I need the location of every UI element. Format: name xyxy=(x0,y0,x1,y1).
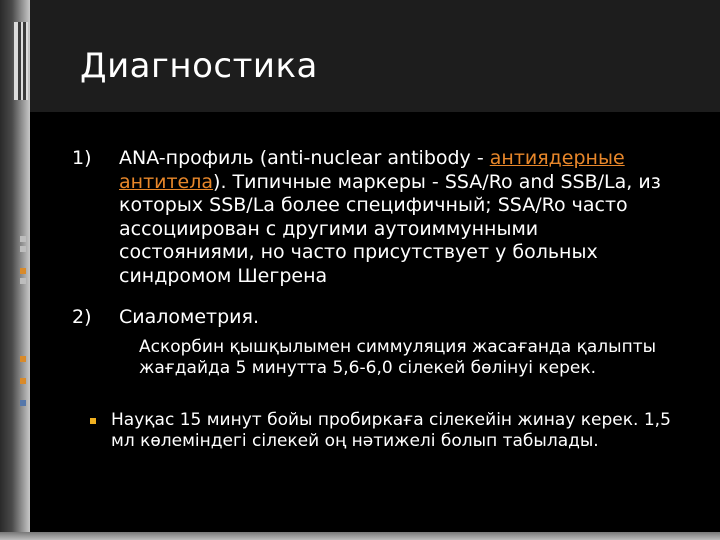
slide-title: Диагностика xyxy=(80,46,318,86)
bullet-square-icon xyxy=(90,418,96,424)
item-number: 1) xyxy=(72,147,92,169)
subitem-text: Аскорбин қышқылымен симмуляция жасағанда қалыпты жағдайда 5 минутта 5,6-6,0 сілекей бөлінуі керек. xyxy=(139,337,657,378)
bullet-text: Науқас 15 минут бойы пробиркаға сілекейін жинау керек. 1,5 мл көлеміндегі сілекей оң нәтижелі болып табылады. xyxy=(111,410,671,451)
list-item xyxy=(119,147,679,288)
item-number: 2) xyxy=(72,306,92,328)
item-text: ). Типичные маркеры - SSA/Ro and SSB/La, из которых SSB/La более специфичный; SSA/Ro часто ассоциирован с другими аутоиммунными состояниями, но часто присутствует у больных синдромом Шегрена xyxy=(119,170,661,287)
item-text: ANA-профиль (anti-nuclear antibody - xyxy=(119,147,490,169)
antinuclear-antibody-link[interactable]: антиядерные антитела xyxy=(119,147,625,193)
list-item: Сиалометрия. xyxy=(119,306,259,328)
